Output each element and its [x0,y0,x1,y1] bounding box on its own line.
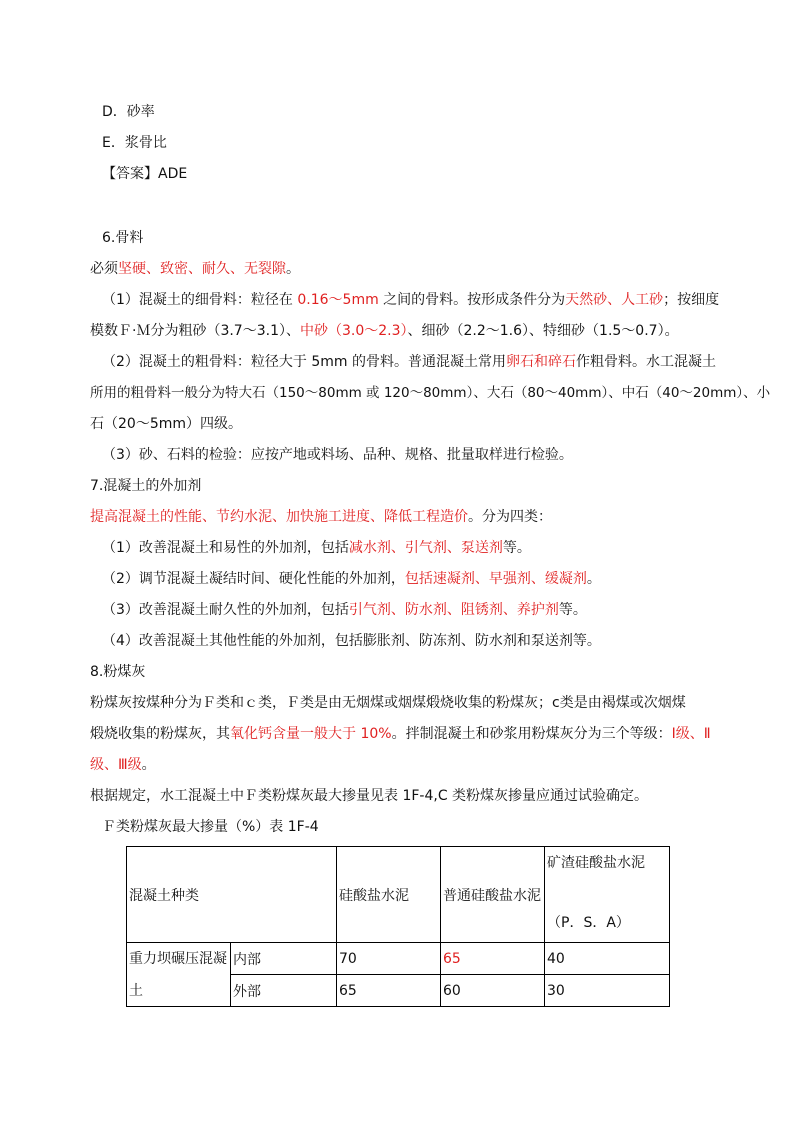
header-slag-name: 矿渣硅酸盐水泥 [547,855,645,871]
coarse-aggregate-line-3: 石（20～5mm）四级。 [90,416,242,432]
header-slag-code: （P．S．A） [547,915,630,931]
cell-value: 65 [441,943,545,975]
answer-line: 【答案】ADE [102,166,188,182]
coarse-aggregate-line-2: 所用的粗骨料一般分为特大石（150～80mm 或 120～80mm）、大石（80～40mm）、中石（40～20mm）、小 [90,385,771,401]
table-row [127,943,670,975]
option-d: D．砂率 [102,104,155,120]
flyash-line-1: 粉煤灰按煤种分为Ｆ类和ｃ类，Ｆ类是由无烟煤或烟煤煅烧收集的粉煤灰；c类是由褐煤或次烟煤 [90,695,686,711]
flyash-line-4: 根据规定，水工混凝土中Ｆ类粉煤灰最大掺量见表 1F-4,C 类粉煤灰掺量应通过试验确定。 [90,788,649,804]
flyash-max-dosage-table [126,846,670,1007]
req-suffix: 。 [286,261,300,277]
section-8-title: 8.粉煤灰 [90,664,146,680]
cell-value: 30 [545,975,670,1007]
inspection-line: （3）砂、石料的检验：应按产地或料场、品种、规格、批量取样进行检验。 [102,447,573,463]
additive-4: （4）改善混凝土其他性能的外加剂，包括膨胀剂、防冻剂、防水剂和泵送剂等。 [102,633,601,649]
cell-value: 60 [441,975,545,1007]
section-7-title: 7.混凝土的外加剂 [90,478,202,494]
additive-3: （3）改善混凝土耐久性的外加剂，包括引气剂、防水剂、阻锈剂、养护剂等。 [102,602,587,618]
additive-1: （1）改善混凝土和易性的外加剂，包括减水剂、引气剂、泵送剂等。 [102,540,531,556]
table-caption: Ｆ类粉煤灰最大掺量（%）表 1F-4 [102,819,319,835]
coarse-aggregate-line-1: （2）混凝土的粗骨料：粒径大于 5mm 的骨料。普通混凝土常用卵石和碎石作粗骨料。水工混凝土 [102,354,716,370]
cell-value: 40 [545,943,670,975]
section-6-title: 6.骨料 [102,230,144,246]
row-label-outer: 外部 [231,975,337,1007]
header-concrete-type: 混凝土种类 [127,847,337,943]
header-ordinary-portland: 普通硅酸盐水泥 [441,847,545,943]
additive-2: （2）调节混凝土凝结时间、硬化性能的外加剂，包括速凝剂、早强剂、缓凝剂。 [102,571,601,587]
section-6-requirement [90,259,300,279]
flyash-line-3: 级、Ⅲ级。 [90,757,156,773]
option-e: E．浆骨比 [102,135,167,151]
flyash-line-2: 煅烧收集的粉煤灰，其氧化钙含量一般大于 10%。拌制混凝土和砂浆用粉煤灰分为三个等级：Ⅰ级、Ⅱ [90,726,711,742]
fine-aggregate-line-1: （1）混凝土的细骨料：粒径在 0.16～5mm 之间的骨料。按形成条件分为天然砂、人工砂；按细度 [102,292,720,308]
req-keywords: 坚硬、致密、耐久、无裂隙 [118,261,286,277]
cell-value: 70 [337,943,441,975]
row-label-inner: 内部 [231,943,337,975]
req-prefix: 必须 [90,261,118,277]
header-slag-cement [545,847,670,943]
table-header-row [127,847,670,943]
fine-aggregate-line-2: 模数Ｆ·Ｍ分为粗砂（3.7～3.1）、中砂（3.0～2.3）、细砂（2.2～1.6）、特细砂（1.5～0.7）。 [90,323,679,339]
section-7-purpose: 提高混凝土的性能、节约水泥、加快施工进度、降低工程造价。分为四类： [90,509,552,525]
header-portland-cement: 硅酸盐水泥 [337,847,441,943]
cell-value: 65 [337,975,441,1007]
row-group-label: 重力坝碾压混凝 土 [127,943,231,1007]
